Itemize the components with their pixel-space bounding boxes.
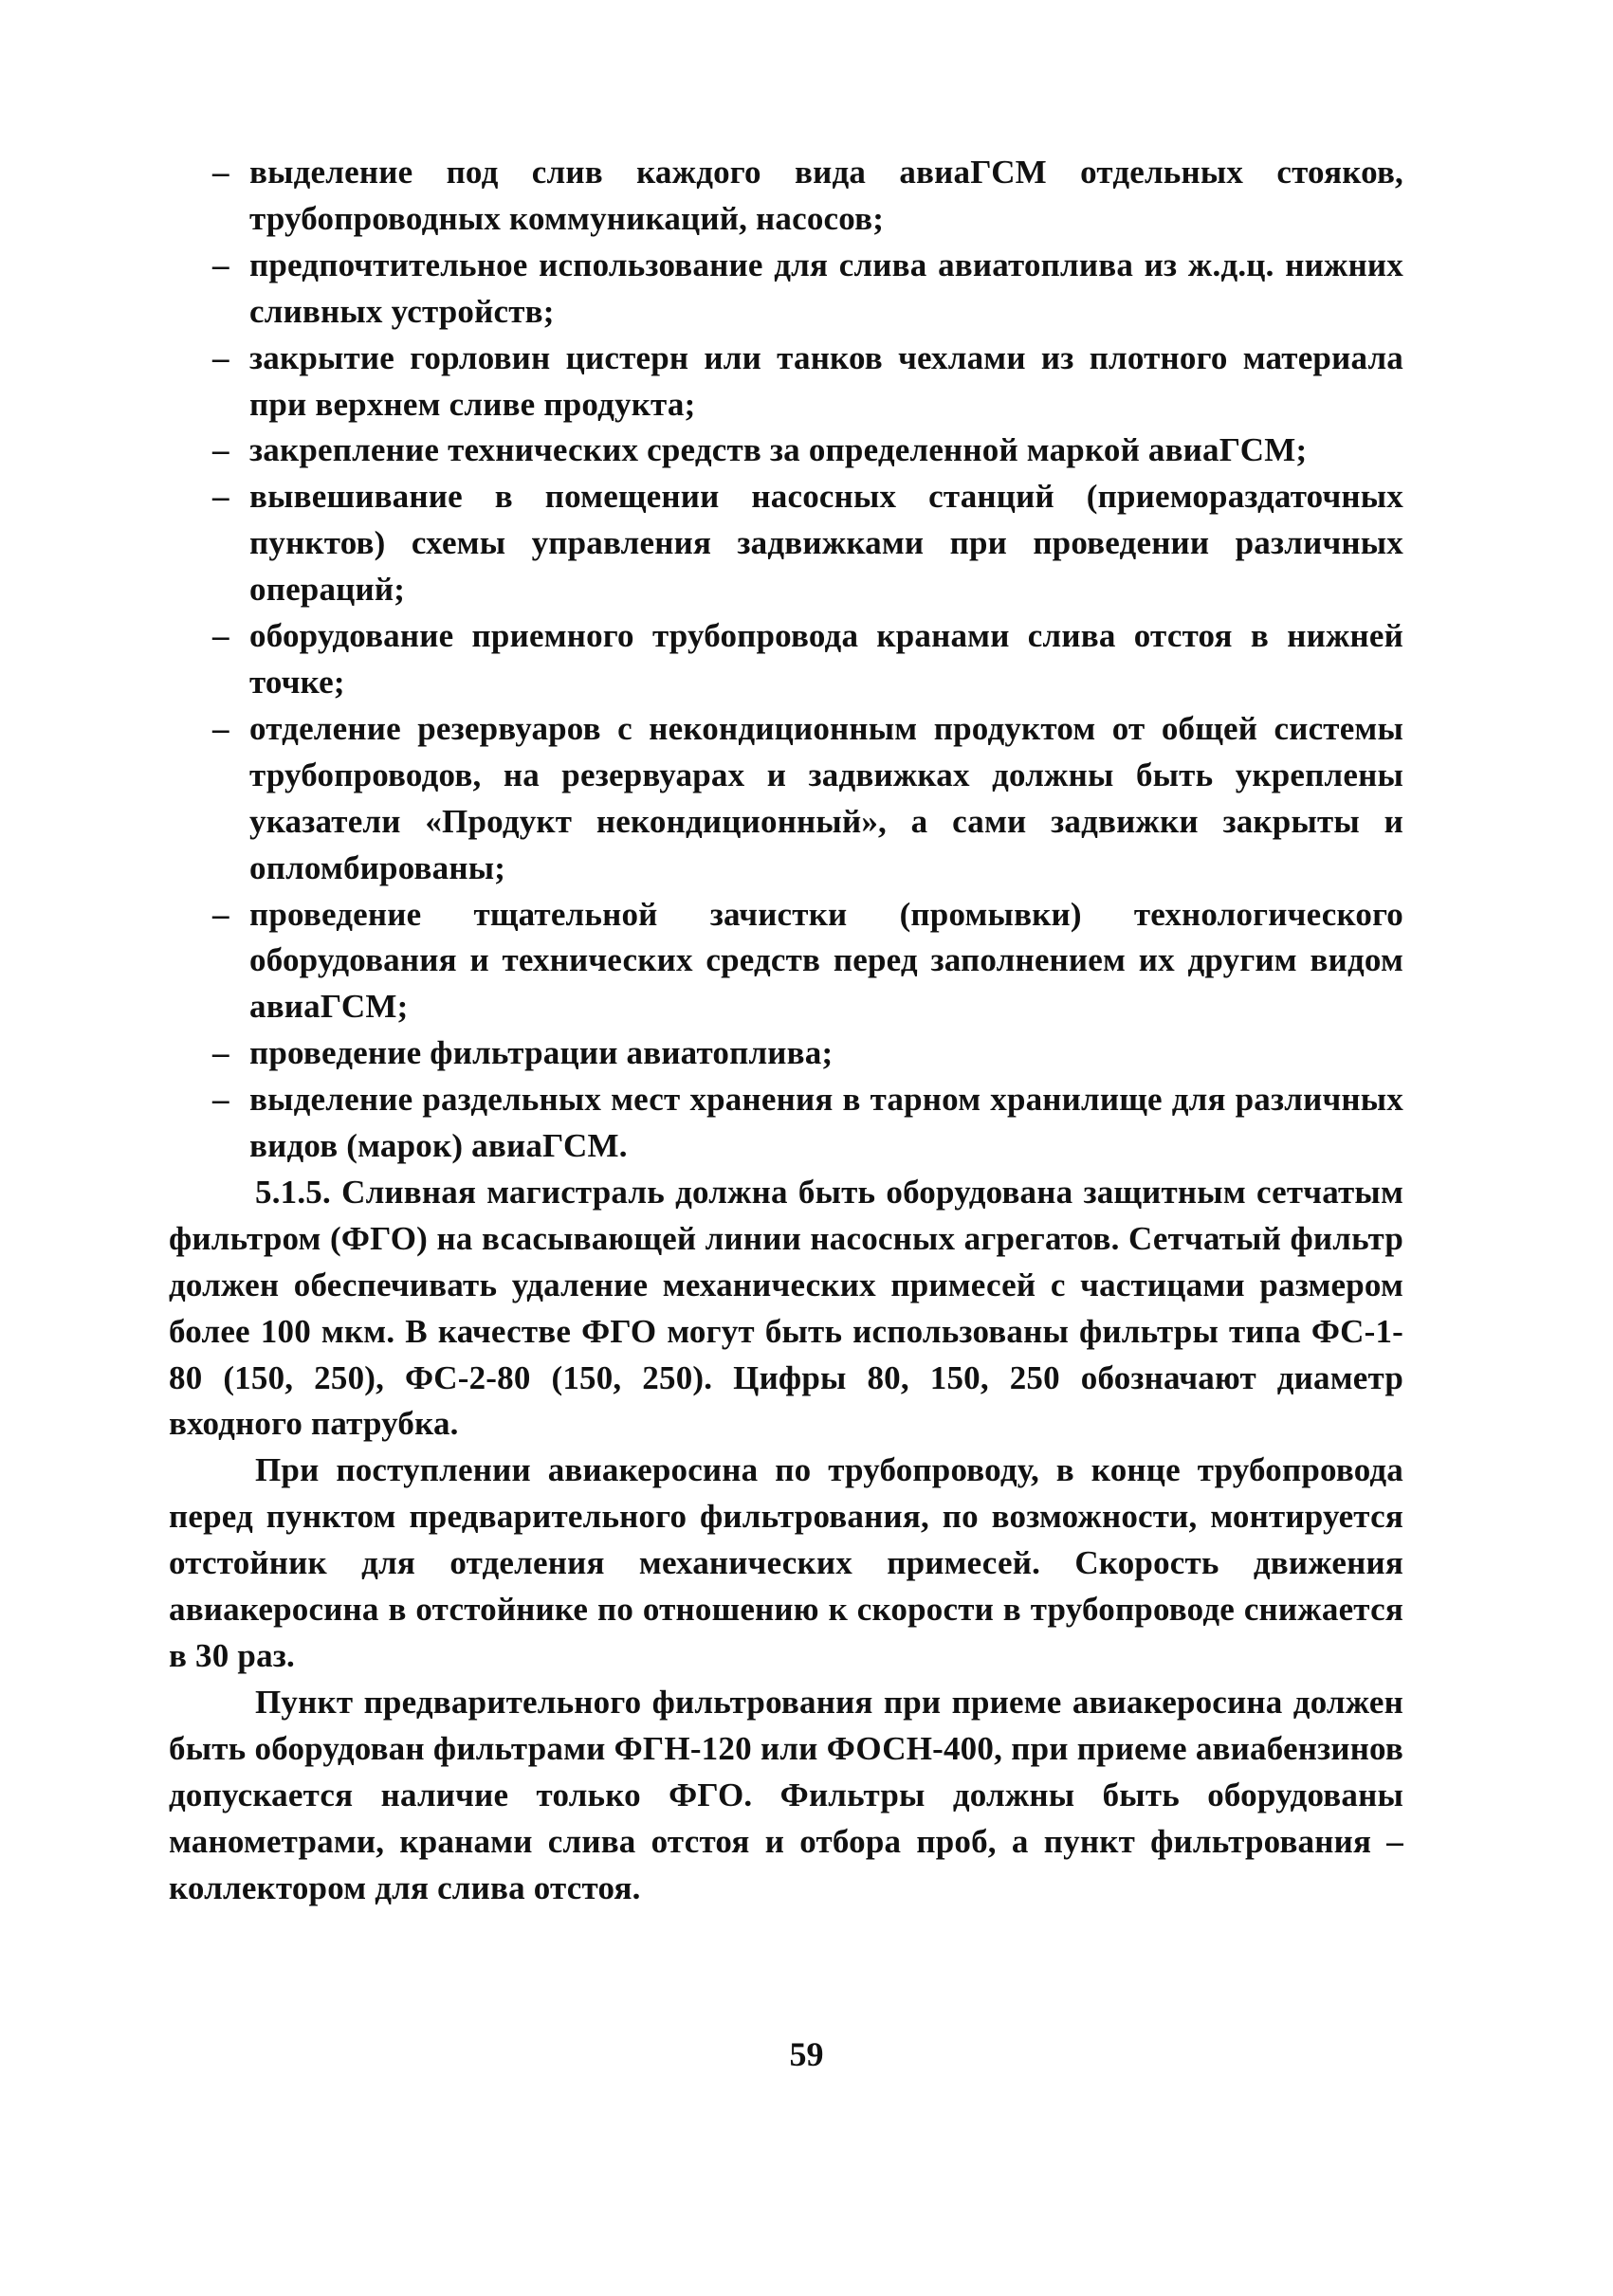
list-dash: – bbox=[212, 338, 229, 376]
list-item bbox=[169, 150, 1403, 243]
list-item-text: выделение под слив каждого вида авиаГСМ отдельных стояков, трубопроводных коммуникаций, насосов; bbox=[249, 154, 1403, 237]
list-item bbox=[169, 706, 1403, 892]
list-dash: – bbox=[212, 617, 229, 655]
list-dash: – bbox=[212, 154, 229, 191]
list-item-text: закрепление технических средств за определенной маркой авиаГСМ; bbox=[249, 431, 1308, 469]
list-dash: – bbox=[212, 478, 229, 516]
list-dash: – bbox=[212, 246, 229, 283]
list-item bbox=[169, 892, 1403, 1031]
list-item bbox=[169, 474, 1403, 613]
list-item-text: отделение резервуаров с некондиционным продуктом от общей системы трубопроводов, на резервуарах и задвижках должны быть укреплены указатели «Продукт некондиционный», а сами задвижки закрыты и опломбированы; bbox=[249, 709, 1403, 886]
list-dash: – bbox=[212, 895, 229, 933]
list-dash: – bbox=[212, 1034, 229, 1072]
paragraph-5-1-5: 5.1.5. Сливная магистраль должна быть оборудована защитным сетчатым фильтром (ФГО) на всасывающей линии насосных агрегатов. Сетчатый фильтр должен обеспечивать удаление механических примесей с частицами размером более 100 мкм. В качестве ФГО могут быть использованы фильтры типа ФС-1-80 (150, 250), ФС-2-80 (150, 250). Цифры 80, 150, 250 обозначают диаметр входного патрубка. bbox=[169, 1173, 1403, 1443]
list-item bbox=[169, 336, 1403, 428]
list-item-text: оборудование приемного трубопровода кранами слива отстоя в нижней точке; bbox=[249, 617, 1403, 701]
list-dash: – bbox=[212, 709, 229, 747]
list-item-text: проведение фильтрации авиатоплива; bbox=[249, 1034, 834, 1072]
list-dash: – bbox=[212, 1081, 229, 1119]
list-item bbox=[169, 613, 1403, 706]
list-item bbox=[169, 243, 1403, 336]
list-item-text: предпочтительное использование для слива авиатоплива из ж.д.ц. нижних сливных устройств; bbox=[249, 246, 1403, 330]
page-number: 59 bbox=[789, 2035, 824, 2073]
list-item-text: проведение тщательной зачистки (промывки) технологического оборудования и технических средств перед заполнением их другим видом авиаГСМ; bbox=[249, 895, 1403, 1026]
list-item bbox=[169, 1077, 1403, 1170]
list-dash: – bbox=[212, 431, 229, 469]
list-item-text: выделение раздельных мест хранения в тарном хранилище для различных видов (марок) авиаГСМ. bbox=[249, 1081, 1403, 1165]
list-item-text: вывешивание в помещении насосных станций (приемораздаточных пунктов) схемы управления задвижками при проведении различных операций; bbox=[249, 478, 1403, 609]
list-item-text: закрытие горловин цистерн или танков чехлами из плотного материала при верхнем сливе продукта; bbox=[249, 338, 1403, 423]
list-item bbox=[169, 428, 1403, 474]
list-item bbox=[169, 1030, 1403, 1077]
paragraph-settling-tank: При поступлении авиакеросина по трубопроводу, в конце трубопровода перед пунктом предварительного фильтрования, по возможности, монтируется отстойник для отделения механических примесей. Скорость движения авиакеросина в отстойнике по отношению к скорости в трубопроводе снижается в 30 раз. bbox=[169, 1451, 1403, 1674]
paragraph-filtration-point: Пункт предварительного фильтрования при приеме авиакеросина должен быть оборудован фильтрами ФГН-120 или ФОСН-400, при приеме авиабензинов допускается наличие только ФГО. Фильтры должны быть оборудованы манометрами, кранами слива отстоя и отбора проб, а пункт фильтрования – коллектором для слива отстоя. bbox=[169, 1683, 1403, 1906]
page-body-text bbox=[169, 150, 1403, 1911]
